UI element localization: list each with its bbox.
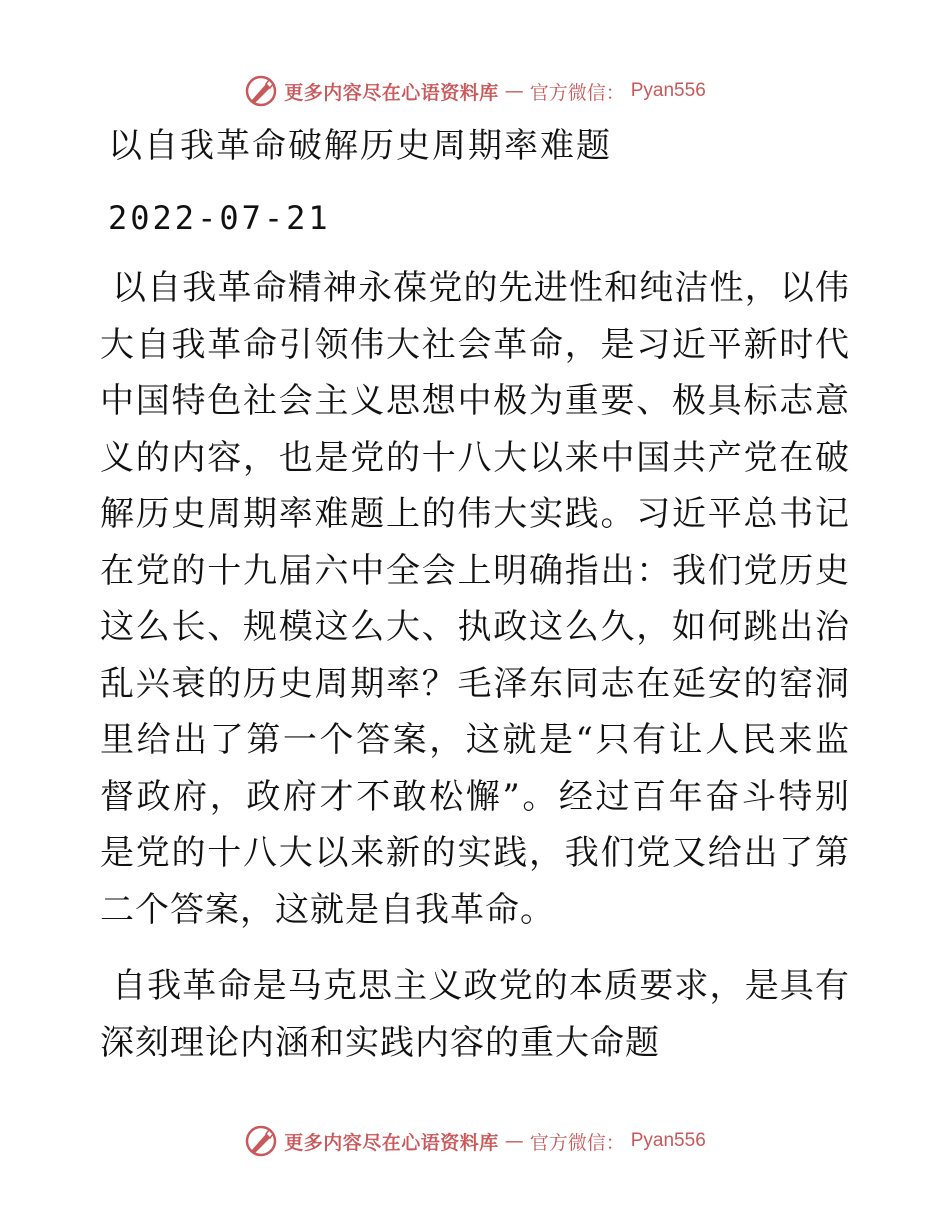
article-title: 以自我革命破解历史周期率难题 (108, 126, 612, 166)
watermark-wechat-label: 官方微信： (529, 1131, 625, 1154)
article-date: 2022-07-21 (108, 199, 331, 237)
watermark-dash: — (504, 80, 524, 102)
pen-logo-icon (244, 74, 278, 108)
article (100, 118, 850, 1071)
article-paragraph: 自我革命是马克思主义政党的本质要求，是具有深刻理论内涵和实践内容的重大命题 (100, 966, 850, 1063)
watermark-wechat-label: 官方微信： (529, 81, 625, 104)
watermark-header (0, 74, 950, 108)
watermark-wechat-id: Pyan556 (630, 1130, 706, 1151)
watermark-dash: — (504, 1130, 524, 1152)
article-paragraph: 以自我革命精神永葆党的先进性和纯洁性，以伟大自我革命引领伟大社会革命，是习近平新时代中国特色社会主义思想中极为重要、极具标志意义的内容，也是党的十八大以来中国共产党在破解历史周期率难题上的伟大实践。习近平总书记在党的十九届六中全会上明确指出：我们党历史这么长、规模这么大、执政这么久，如何跳出治乱兴衰的历史周期率？毛泽东同志在延安的窑洞里给出了第一个答案，这就是“只有让人民来监督政府，政府才不敢松懈”。经过百年奋斗特别是党的十八大以来新的实践，我们党又给出了第二个答案，这就是自我革命。 (100, 268, 850, 930)
watermark-footer (0, 1124, 950, 1158)
watermark-main-text: 更多内容尽在心语资料库 (284, 81, 499, 104)
pen-logo-icon (244, 1124, 278, 1158)
watermark-wechat-id: Pyan556 (630, 80, 706, 101)
watermark-main-text: 更多内容尽在心语资料库 (284, 1131, 499, 1154)
